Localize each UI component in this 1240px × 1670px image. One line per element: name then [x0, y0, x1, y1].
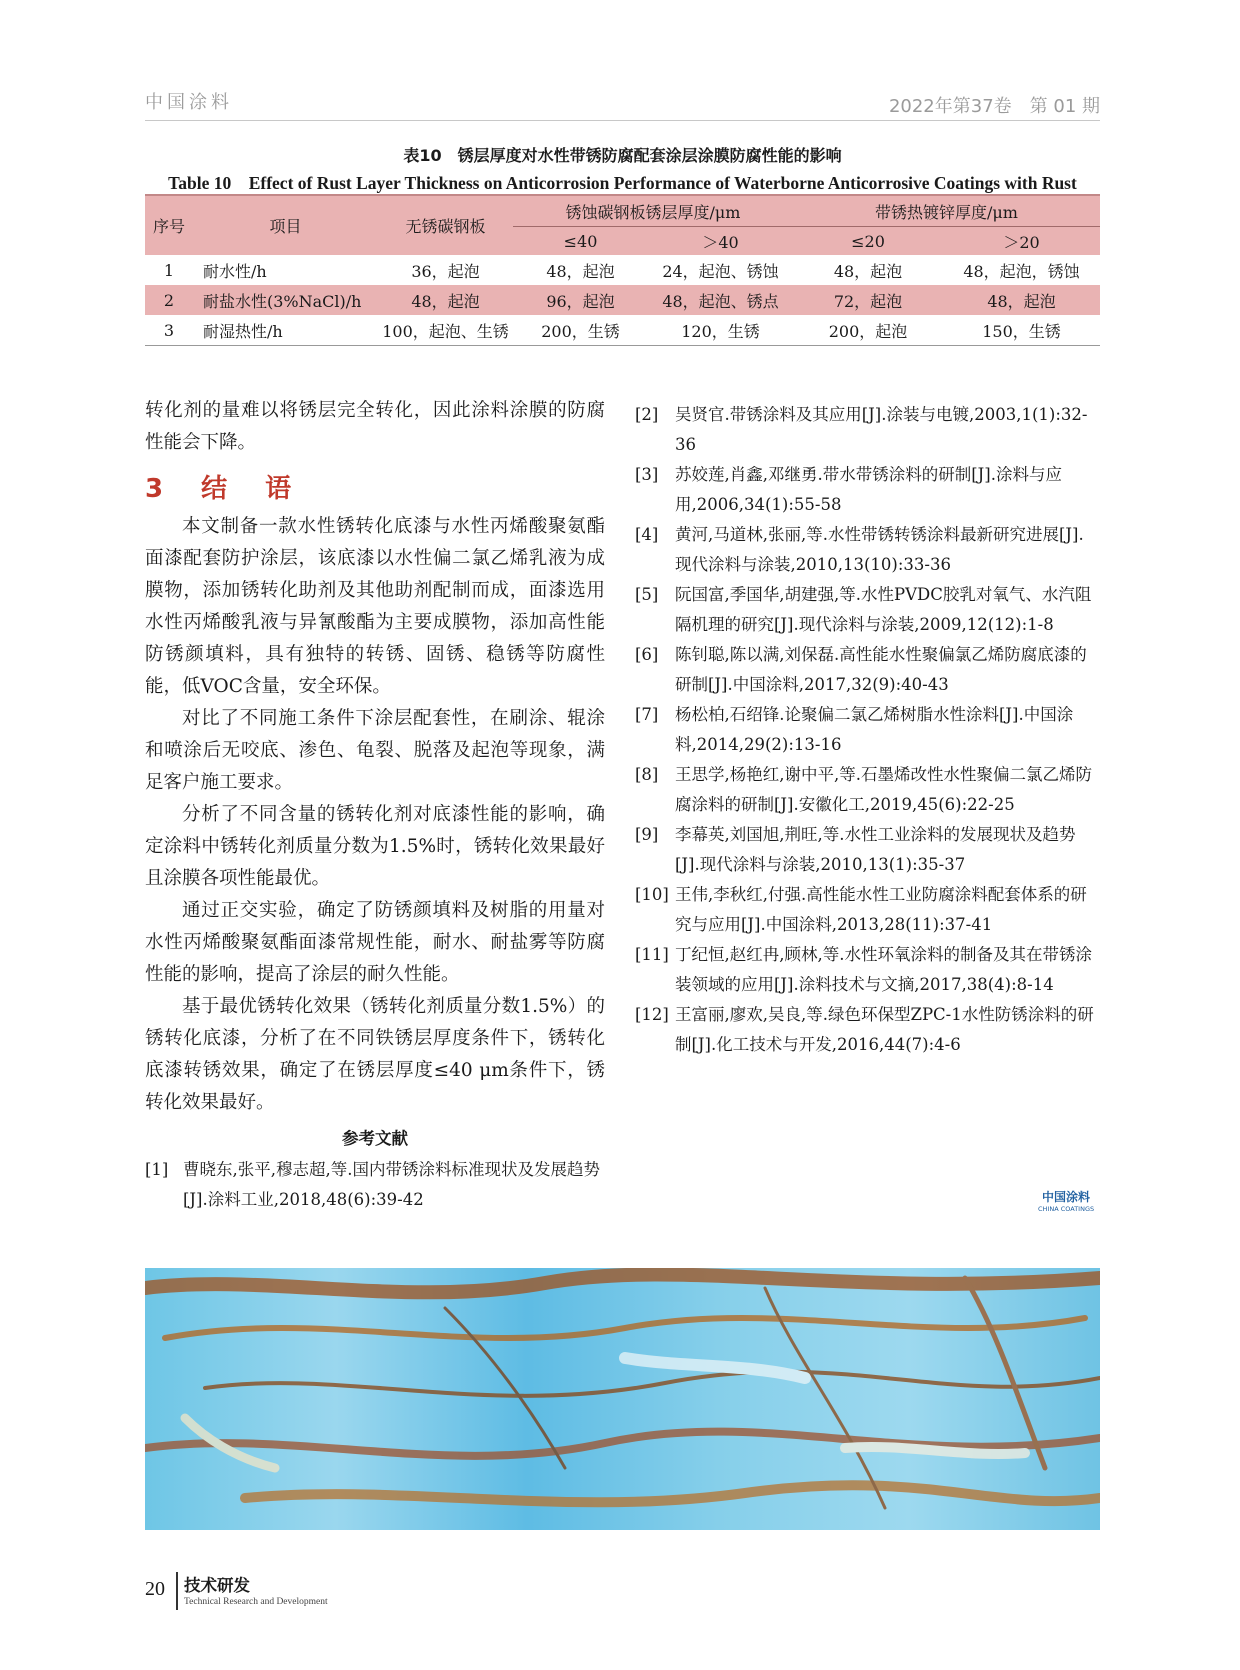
cell-value: 24，起泡、锈蚀 [662, 261, 779, 281]
reference-item [635, 940, 1100, 1000]
cell-item: 耐湿热性/h [193, 315, 378, 346]
reference-number: [11] [635, 945, 669, 964]
cell-value: 48，起泡 [378, 285, 513, 315]
reference-item [635, 400, 1100, 460]
reference-text: 曹晓东,张平,穆志超,等.国内带锈涂料标准现状及发展趋势[J].涂料工业,2018,48(6):39-42 [183, 1160, 600, 1209]
header-galv-gt20: ＞20 [1003, 232, 1040, 252]
journal-name: 中国涂料 [145, 92, 233, 113]
table-caption-en: Table 10 Effect of Rust Layer Thickness on Anticorrosion Performance of Waterborne Anticorrosive Coatings with Rust [168, 173, 1077, 193]
reference-number: [2] [635, 405, 659, 424]
header-rule [145, 120, 1100, 121]
reference-item [635, 700, 1100, 760]
references-left [145, 1155, 605, 1215]
header-galv-le20: ≤20 [851, 231, 885, 251]
cell-value: 100，起泡、生锈 [378, 315, 513, 346]
reference-item [145, 1155, 605, 1215]
logo-cn: 中国涂料 [1042, 1190, 1091, 1204]
reference-item [635, 460, 1100, 520]
reference-text: 阮国富,季国华,胡建强,等.水性PVDC胶乳对氧气、水汽阻隔机理的研究[J].现代涂料与涂装,2009,12(12):1-8 [675, 585, 1092, 634]
body-paragraph: 通过正交实验，确定了防锈颜填料及树脂的用量对水性丙烯酸聚氨酯面漆常规性能，耐水、耐盐雾等防腐性能的影响，提高了涂层的耐久性能。 [145, 900, 605, 985]
footer-divider [176, 1572, 178, 1610]
reference-text: 黄河,马道林,张丽,等.水性带锈转锈涂料最新研究进展[J].现代涂料与涂装,2010,13(10):33-36 [675, 525, 1084, 574]
reference-text: 王伟,李秋红,付强.高性能水性工业防腐涂料配套体系的研究与应用[J].中国涂料,2013,28(11):37-41 [675, 885, 1087, 934]
reference-item [635, 580, 1100, 640]
header-group-steel: 锈蚀碳钢板锈层厚度/μm [513, 195, 793, 227]
reference-text: 苏姣莲,肖鑫,邓继勇.带水带锈涂料的研制[J].涂料与应用,2006,34(1):55-58 [675, 465, 1062, 514]
rusty-surface-photo [145, 1268, 1100, 1530]
header-steel-le40: ≤40 [563, 231, 598, 251]
header-no: 序号 [152, 217, 185, 236]
china-coatings-logo [1038, 1188, 1094, 1213]
reference-number: [3] [635, 465, 659, 484]
reference-item [635, 760, 1100, 820]
cell-value: 200，生锈 [513, 315, 648, 346]
header-item: 项目 [269, 217, 302, 236]
page-number: 20 [145, 1578, 165, 1600]
reference-item [635, 640, 1100, 700]
reference-text: 李幕英,刘国旭,荆旺,等.水性工业涂料的发展现状及趋势[J].现代涂料与涂装,2010,13(1):35-37 [675, 825, 1076, 874]
cell-value: 120，生锈 [648, 315, 793, 346]
reference-number: [4] [635, 525, 659, 544]
reference-number: [12] [635, 1005, 669, 1024]
reference-text: 王富丽,廖欢,吴良,等.绿色环保型ZPC-1水性防锈涂料的研制[J].化工技术与开发,2016,44(7):4-6 [675, 1005, 1094, 1054]
cell-no: 1 [163, 260, 175, 280]
footer-section-en: Technical Research and Development [184, 1597, 328, 1607]
section-heading: 3 结 语 [145, 474, 298, 504]
reference-item [635, 880, 1100, 940]
references-title: 参考文献 [342, 1129, 408, 1148]
cell-item: 耐水性/h [203, 261, 267, 281]
body-left-column [145, 395, 605, 1119]
cell-value: 96，起泡 [513, 285, 648, 315]
cell-value: 48，起泡 [546, 261, 615, 281]
results-table [145, 194, 1100, 346]
cell-value: 48，起泡、锈点 [648, 285, 793, 315]
reference-item [635, 1000, 1100, 1060]
cell-value: 36，起泡 [411, 261, 480, 281]
reference-item [635, 820, 1100, 880]
body-paragraph: 转化剂的量难以将锈层完全转化，因此涂料涂膜的防腐性能会下降。 [145, 400, 605, 453]
reference-item [635, 520, 1100, 580]
references-right [635, 400, 1100, 1060]
body-paragraph: 对比了不同施工条件下涂层配套性，在刷涂、辊涂和喷涂后无咬底、渗色、龟裂、脱落及起泡等现象，满足客户施工要求。 [145, 708, 605, 793]
table-row [145, 255, 1100, 285]
cell-no: 2 [145, 285, 193, 315]
reference-number: [1] [145, 1160, 169, 1179]
cell-value: 48，起泡 [833, 261, 903, 281]
header-group-galvanized: 带锈热镀锌厚度/μm [793, 195, 1100, 227]
cell-value: 200，起泡 [793, 315, 943, 346]
logo-en: CHINA COATINGS [1038, 1205, 1095, 1213]
reference-number: [7] [635, 705, 659, 724]
reference-number: [5] [635, 585, 659, 604]
footer-section-cn: 技术研发 [184, 1576, 250, 1595]
cell-value: 72，起泡 [793, 285, 943, 315]
cell-value: 48，起泡，锈蚀 [963, 261, 1080, 281]
table-row [145, 285, 1100, 315]
table-caption-cn: 表10 锈层厚度对水性带锈防腐配套涂层涂膜防腐性能的影响 [403, 146, 842, 165]
reference-number: [8] [635, 765, 659, 784]
reference-text: 吴贤官.带锈涂料及其应用[J].涂装与电镀,2003,1(1):32-36 [675, 405, 1088, 454]
reference-text: 丁纪恒,赵红冉,顾林,等.水性环氧涂料的制备及其在带锈涂装领域的应用[J].涂料技术与文摘,2017,38(4):8-14 [675, 945, 1092, 994]
header-rustfree: 无锈碳钢板 [405, 217, 486, 236]
reference-number: [10] [635, 885, 669, 904]
reference-number: [9] [635, 825, 659, 844]
body-paragraph: 分析了不同含量的锈转化剂对底漆性能的影响，确定涂料中锈转化剂质量分数为1.5%时，锈转化效果最好且涂膜各项性能最优。 [145, 804, 605, 889]
reference-text: 王思学,杨艳红,谢中平,等.石墨烯改性水性聚偏二氯乙烯防腐涂料的研制[J].安徽化工,2019,45(6):22-25 [675, 765, 1092, 814]
body-paragraph: 基于最优锈转化效果（锈转化剂质量分数1.5%）的锈转化底漆，分析了在不同铁锈层厚度条件下，锈转化底漆转锈效果，确定了在锈层厚度≤40 μm条件下，锈转化效果最好。 [145, 996, 605, 1113]
body-paragraph: 本文制备一款水性锈转化底漆与水性丙烯酸聚氨酯面漆配套防护涂层，该底漆以水性偏二氯乙烯乳液为成膜物，添加锈转化助剂及其他助剂配制而成，面漆选用水性丙烯酸乳液与异氰酸酯为主要成膜物，添加高性能防锈颜填料，具有独特的转锈、固锈、稳锈等防腐性能，低VOC含量，安全环保。 [145, 516, 605, 697]
cell-item: 耐盐水性(3%NaCl)/h [193, 285, 378, 315]
issue-info: 2022年第37卷 第 01 期 [888, 96, 1100, 117]
reference-text: 陈钊聪,陈以满,刘保磊.高性能水性聚偏氯乙烯防腐底漆的研制[J].中国涂料,2017,32(9):40-43 [675, 645, 1087, 694]
cell-no: 3 [145, 315, 193, 346]
header-steel-gt40: ＞40 [702, 232, 739, 252]
reference-number: [6] [635, 645, 659, 664]
cell-value: 150，生锈 [943, 315, 1100, 346]
table-row [145, 315, 1100, 346]
cell-value: 48，起泡 [943, 285, 1100, 315]
reference-text: 杨松柏,石绍锋.论聚偏二氯乙烯树脂水性涂料[J].中国涂料,2014,29(2):13-16 [675, 705, 1074, 754]
